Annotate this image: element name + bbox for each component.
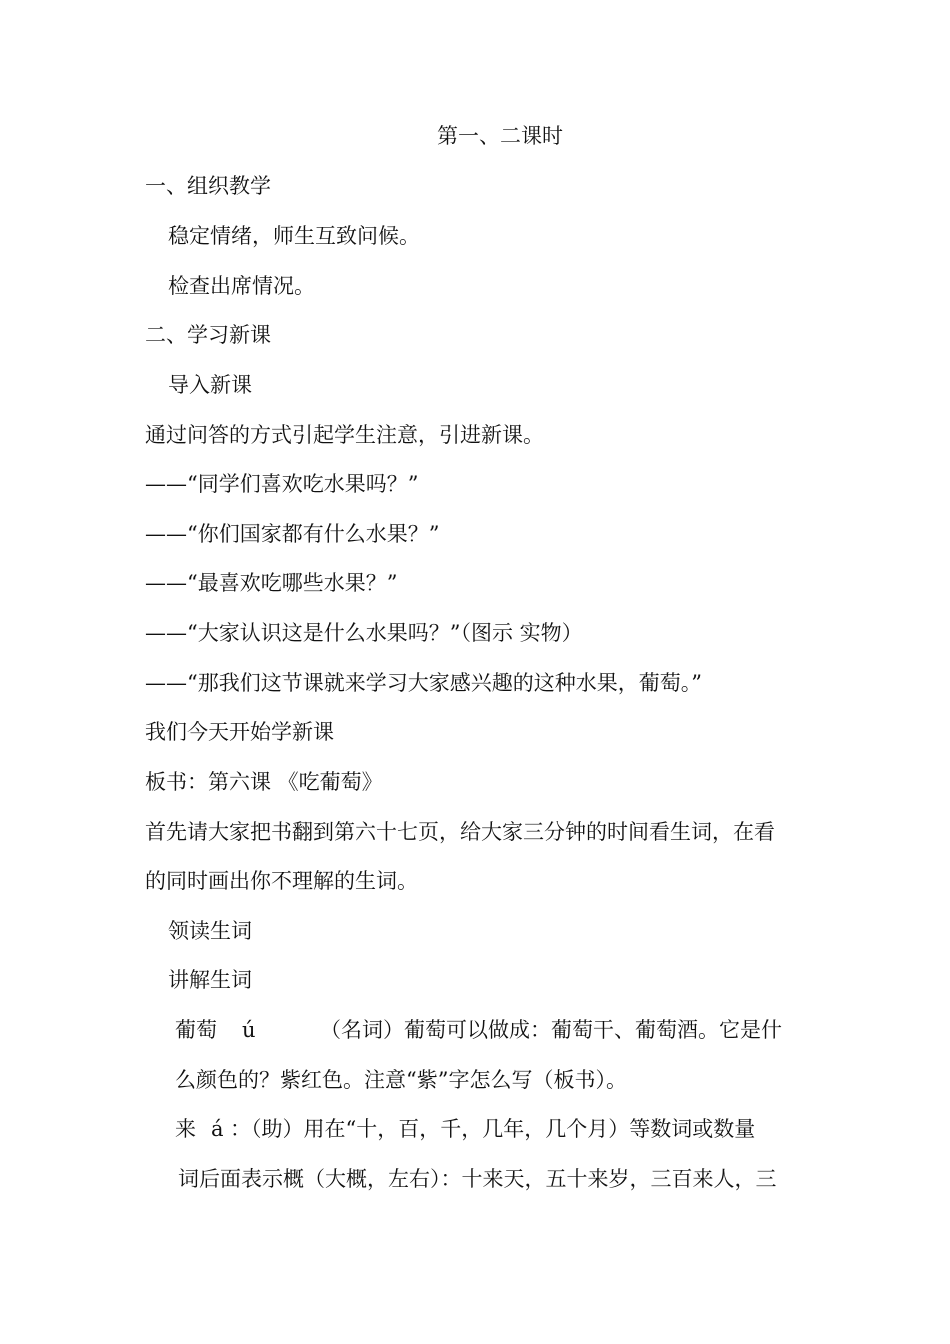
- dialogue-line: ——“大家认识这是什么水果吗？”（图示 实物）: [145, 621, 583, 645]
- section-heading-new-lesson: 二、学习新课: [145, 323, 271, 347]
- section-heading-organize: 一、组织教学: [145, 174, 271, 198]
- paragraph-line: 首先请大家把书翻到第六十七页，给大家三分钟的时间看生词，在看: [145, 820, 775, 844]
- subheading-lead-reading: 领读生词: [168, 919, 252, 943]
- vocab-pinyin: á: [211, 1117, 224, 1141]
- vocab-definition: ：（助）用在“十，百，千，几年，几个月）等数词或数量: [230, 1117, 756, 1141]
- paragraph-line: 我们今天开始学新课: [145, 720, 334, 744]
- vocab-word: 来: [175, 1117, 196, 1141]
- board-writing-line: 板书：第六课 《吃葡萄》: [145, 770, 383, 794]
- page-title: 第一、二课时: [437, 124, 563, 148]
- paragraph-line: 检查出席情况。: [168, 274, 315, 298]
- dialogue-line: ——“同学们喜欢吃水果吗？”: [145, 472, 419, 496]
- vocab-word: 葡萄: [175, 1018, 217, 1042]
- vocab-pinyin: ú: [242, 1018, 256, 1042]
- dialogue-line: ——“最喜欢吃哪些水果？”: [145, 571, 398, 595]
- subheading-intro: 导入新课: [168, 373, 252, 397]
- dialogue-line: ——“你们国家都有什么水果？”: [145, 522, 440, 546]
- dialogue-line: ——“那我们这节课就来学习大家感兴趣的这种水果，葡萄。”: [145, 671, 702, 695]
- paragraph-line: 通过问答的方式引起学生注意，引进新课。: [145, 423, 544, 447]
- subheading-explain-vocab: 讲解生词: [168, 968, 252, 992]
- paragraph-line: 稳定情绪，师生互致问候。: [168, 224, 420, 248]
- vocab-definition-cont: 么颜色的？紫红色。注意“紫”字怎么写（板书）。: [175, 1068, 627, 1092]
- vocab-definition: （名词）葡萄可以做成：葡萄干、葡萄酒。它是什: [320, 1018, 782, 1042]
- paragraph-line: 的同时画出你不理解的生词。: [145, 869, 418, 893]
- vocab-definition-cont: 词后面表示概（大概，左右）：十来天，五十来岁，三百来人，三: [178, 1167, 777, 1191]
